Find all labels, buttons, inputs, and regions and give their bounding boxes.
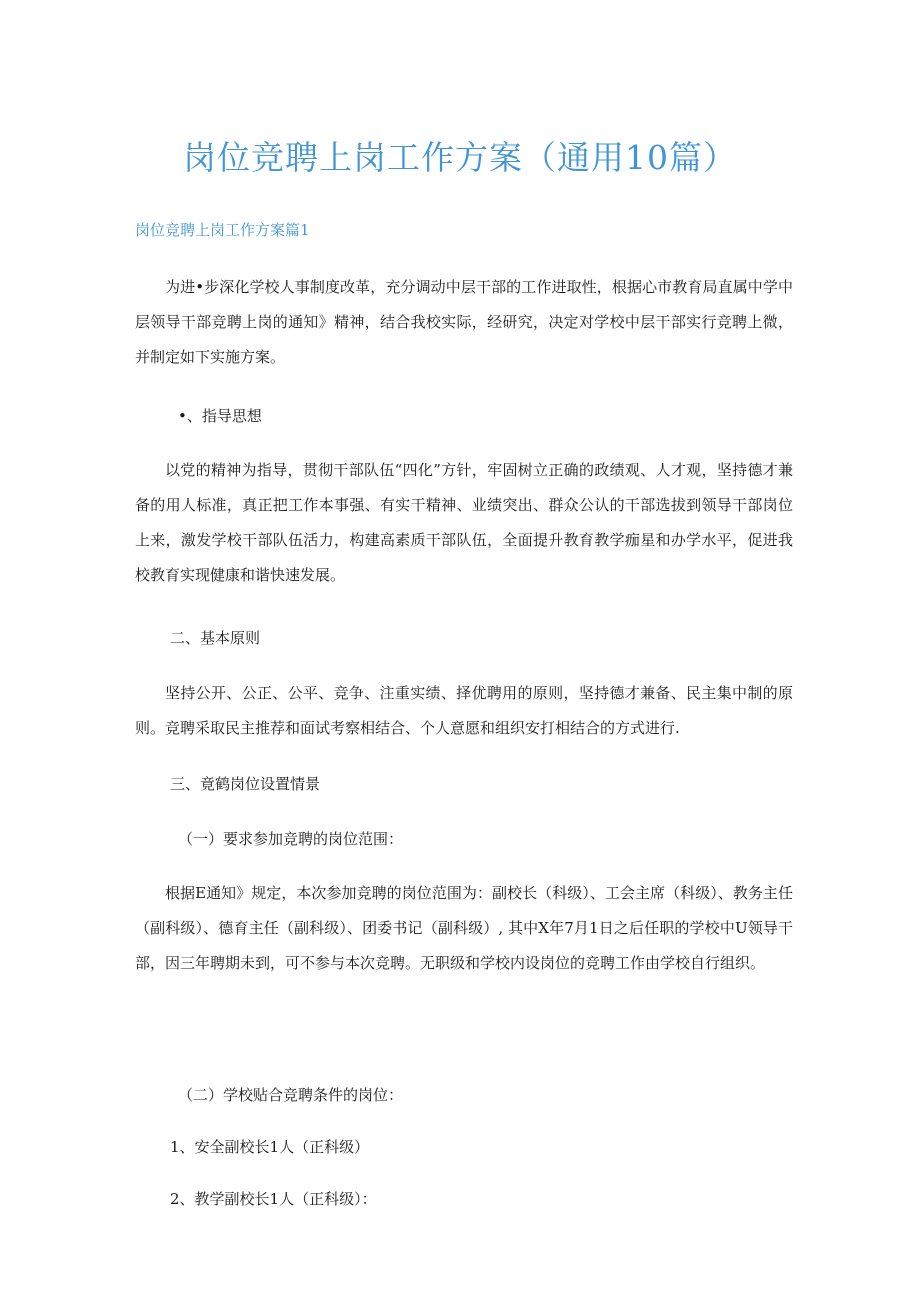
intro-paragraph: 为进•步深化学校人事制度改革，充分调动中层干部的工作进取性，根据心市教育局直属中学中层领导干部竞聘上岗的通知》精神，结合我校实际，经研究，决定对学校中层干部实行竞聘上微，并制定如下实施方案。 (135, 278, 793, 366)
list-item: 1、安全副校长1人（正科级） (170, 1138, 370, 1156)
guiding-thought-paragraph: 以党的精神为指导，贯彻干部队伍“四化”方针，牢固树立正确的政绩观、人才观，坚持德才兼备的用人标准，真正把工作本事强、有实干精神、业绩突出、群众公认的干部选拔到领导干部岗位上来，激发学校干部队伍活力，构建高素质干部队伍，全面提升教育教学痂星和办学水平，促进我校教育实现健康和谐快速发展。 (135, 461, 793, 584)
heading-guiding-thought: •、指导思想 (178, 407, 262, 425)
position-scope-paragraph: 根据E通知》规定，本次参加竞聘的岗位范围为：副校长（科级）、工会主席（科级）、教务主任（副科级）、德育主任（副科级）、团委书记（副科级）, 其中X年7月1日之后任职的学校中U领导干部，因三年聘期未到，可不参与本次竞聘。无职级和学校内设岗位的竞聘工作由学校自行组织。 (135, 884, 793, 972)
subheading-eligible-positions: （二）学校贴合竞聘条件的岗位： (178, 1086, 404, 1104)
document-title: 岗位竞聘上岗工作方案（通用10篇） (183, 138, 737, 177)
subheading-position-scope: （一）要求参加竞聘的岗位范围： (178, 830, 404, 848)
basic-principles-paragraph: 坚持公开、公正、公平、竞争、注重实绩、择优聘用的原则，坚持德才兼备、民主集中制的原则。竞聘采取民主推荐和面试考察相结合、个人意愿和组织安打相结合的方式进行. (135, 684, 793, 737)
heading-position-setup: 三、竟鹤岗位设置情景 (170, 775, 321, 793)
heading-basic-principles: 二、基本原则 (170, 629, 261, 647)
section-heading: 岗位竞聘上岗工作方案篇1 (135, 221, 310, 239)
list-item: 2、教学副校长1人（正科级）： (170, 1190, 377, 1208)
